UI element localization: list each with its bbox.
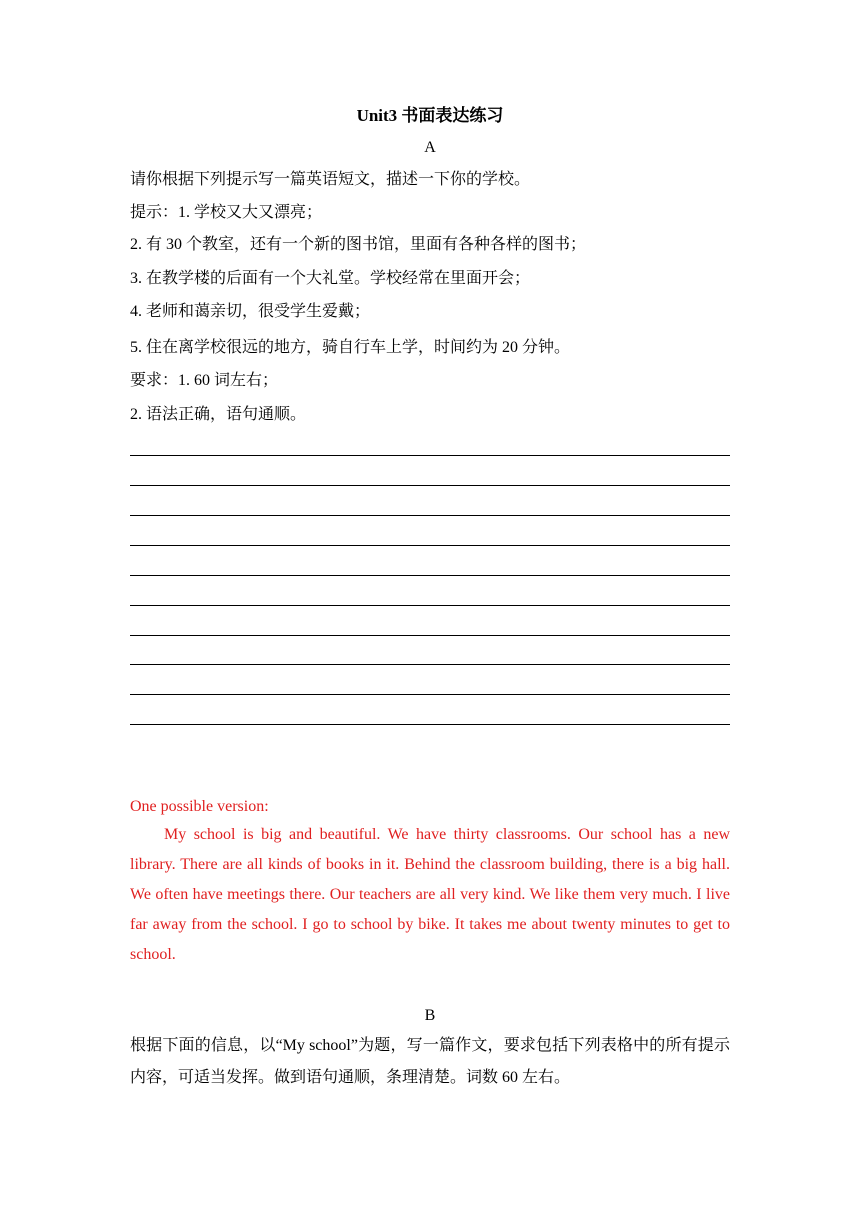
hint-5: 5. 住在离学校很远的地方，骑自行车上学，时间约为 20 分钟。 (130, 339, 571, 356)
page-title: Unit3 书面表达练习 (356, 106, 504, 125)
writing-line (130, 635, 730, 636)
sample-answer: My school is big and beautiful. We have thirty classrooms. Our school has a new library. There are all kinds of books in it. Behind the classroom building, there is a big hall. We often have meetings there. Our teachers are all very kind. We like them very much. I live far away from the school. I go to school by bike. It takes me about twenty minutes to get to school. (130, 826, 730, 963)
writing-line (130, 724, 730, 725)
writing-line (130, 575, 730, 576)
writing-line (130, 455, 730, 456)
hint-4: 4. 老师和蔼亲切，很受学生爱戴； (130, 303, 371, 320)
section-a-intro: 请你根据下列提示写一篇英语短文，描述一下你的学校。 (130, 171, 531, 188)
hint-3: 3. 在教学楼的后面有一个大礼堂。学校经常在里面开会； (130, 270, 531, 287)
section-a-heading: A (424, 139, 436, 156)
writing-line (130, 545, 730, 546)
requirement-1: 要求：1. 60 词左右； (130, 372, 279, 389)
section-b-instructions: 根据下面的信息，以“My school”为题，写一篇作文，要求包括下列表格中的所有提示内容，可适当发挥。做到语句通顺，条理清楚。词数 60 左右。 (130, 1037, 730, 1086)
writing-line (130, 664, 730, 665)
writing-line (130, 605, 730, 606)
writing-line (130, 515, 730, 516)
requirement-2: 2. 语法正确，语句通顺。 (130, 406, 307, 423)
hint-1: 提示：1. 学校又大又漂亮； (130, 204, 323, 221)
writing-line (130, 485, 730, 486)
hint-2: 2. 有 30 个教室，还有一个新的图书馆，里面有各种各样的图书； (130, 236, 587, 253)
section-b-heading: B (424, 1007, 436, 1024)
writing-line (130, 694, 730, 695)
answer-label: One possible version: (130, 798, 269, 815)
